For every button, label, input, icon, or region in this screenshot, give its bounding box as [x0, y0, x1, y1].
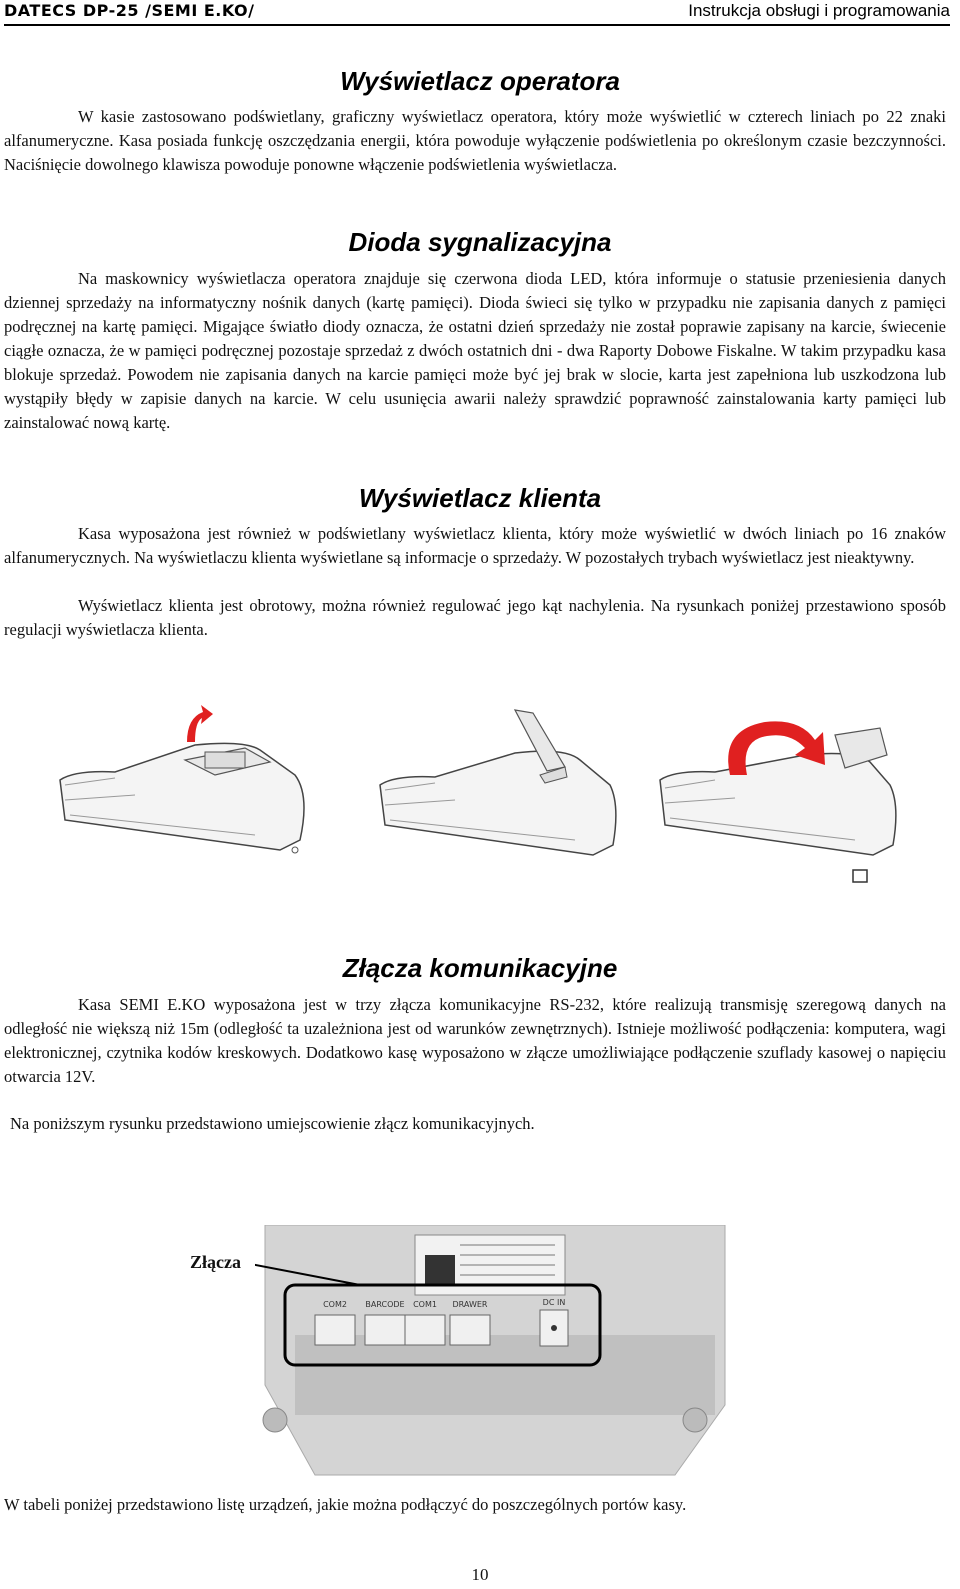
- paragraph-signal-diode-text: Na maskownicy wyświetlacza operatora znajduje się czerwona dioda LED, która informuje o statusie przeniesienia danych dziennej sprzedaży na informatyczny nośnik danych (kartę pamięci). Dioda świeci się tylko w przypadku nie zapisania danych z pamięci podręcznej na kartę pamięci. Migające światło diody oznacza, że ostatni dzień sprzedaży nie został poprawie zapisany na karcie, świecenie ciągłe oznacza, że w pamięci podręcznej pozostaje sprzedaż z dwóch ostatnich dni - dwa Raporty Dobowe Fiskalne. W takim przypadku kasa blokuje sprzedaż. Powodem nie zapisania danych na karcie pamięci może być jej brak w slocie, karta jest zapełniona lub uszkodzona lub wystąpiły błędy w zapisie danych na karcie. W celu usunięcia awarii należy sprawdzić poprawność zainstalowania karty pamięci lub zainstalować nową kartę.: [4, 269, 946, 432]
- figure-display-rotate-3: [655, 700, 905, 885]
- paragraph-client-display-2: [4, 594, 946, 642]
- heading-client-display: Wyświetlacz klienta: [358, 483, 602, 513]
- port-label-com2: COM2: [323, 1300, 347, 1309]
- heading-operator-display: Wyświetlacz operatora: [340, 66, 620, 96]
- paragraph-operator-display-text: W kasie zastosowano podświetlany, graficzny wyświetlacz operatora, który może wyświetlić w czterech liniach po 22 znaki alfanumeryczne. Kasa posiada funkcję oszczędzania energii, która powoduje wyłączenie podświetlenia po określonym czasie bezczynności. Naciśnięcie dowolnego klawisza powoduje ponowne włączenie podświetlenia wyświetlacza.: [4, 107, 946, 174]
- port-label-com1: COM1: [413, 1300, 437, 1309]
- header-model: DATECS DP-25 /SEMI E.KO/: [4, 1, 255, 20]
- port-drawer: [450, 1300, 490, 1345]
- port-label-drawer: DRAWER: [452, 1300, 488, 1309]
- paragraph-connectors-2: Na poniższym rysunku przedstawiono umiejscowienie złącz komunikacyjnych.: [10, 1114, 535, 1133]
- heading-signal-diode: Dioda sygnalizacyjna: [348, 227, 612, 257]
- heading-connectors: Złącza komunikacyjne: [342, 953, 618, 983]
- figure-display-rotate-2: [375, 705, 630, 875]
- paragraph-client-display-1-text: Kasa wyposażona jest również w podświetlany wyświetlacz klienta, który może wyświetlić w dwóch liniach po 16 znaków alfanumerycznych. Na wyświetlaczu klienta wyświetlane są informacje o sprzedaży. W pozostałych trybach wyświetlacz jest nieaktywny.: [4, 524, 946, 567]
- paragraph-signal-diode: [4, 267, 946, 435]
- port-label-dc-in: DC IN: [542, 1298, 566, 1307]
- header-manual-title: Instrukcja obsługi i programowania: [688, 1, 950, 20]
- paragraph-client-display-1: [4, 522, 946, 570]
- figure-display-rotate-1: [55, 700, 325, 875]
- paragraph-connectors-1-text: Kasa SEMI E.KO wyposażona jest w trzy złącza komunikacyjne RS-232, które realizują transmisję szeregową danych na odległość nie większą niż 15m (odległość ta uzależniona jest od warunków zewnętrznych). Istnieje możliwość podłączenia: komputera, wagi elektronicznej, czytnika kodów kreskowych. Dodatkowo kasę wyposażono w złącze umożliwiające podłączenie szuflady kasowej o napięciu otwarcia 12V.: [4, 995, 946, 1086]
- connectors-figure-label: Złącza: [190, 1252, 241, 1272]
- figure-connectors: [255, 1225, 735, 1480]
- page-header: [4, 0, 950, 26]
- port-label-barcode: BARCODE: [365, 1300, 405, 1309]
- port-dc-in: [540, 1298, 568, 1346]
- paragraph-connectors-3: W tabeli poniżej przedstawiono listę urządzeń, jakie można podłączyć do poszczególnych portów kasy.: [4, 1495, 687, 1514]
- rotate-arrow-icon: [187, 705, 213, 742]
- port-barcode: [365, 1300, 405, 1345]
- paragraph-operator-display: [4, 105, 946, 177]
- paragraph-connectors-1: [4, 993, 946, 1089]
- page-number: 10: [471, 1565, 489, 1584]
- paragraph-client-display-2-text: Wyświetlacz klienta jest obrotowy, można również regulować jego kąt nachylenia. Na rysunkach poniżej przestawiono sposób regulacji wyświetlacza klienta.: [4, 596, 946, 639]
